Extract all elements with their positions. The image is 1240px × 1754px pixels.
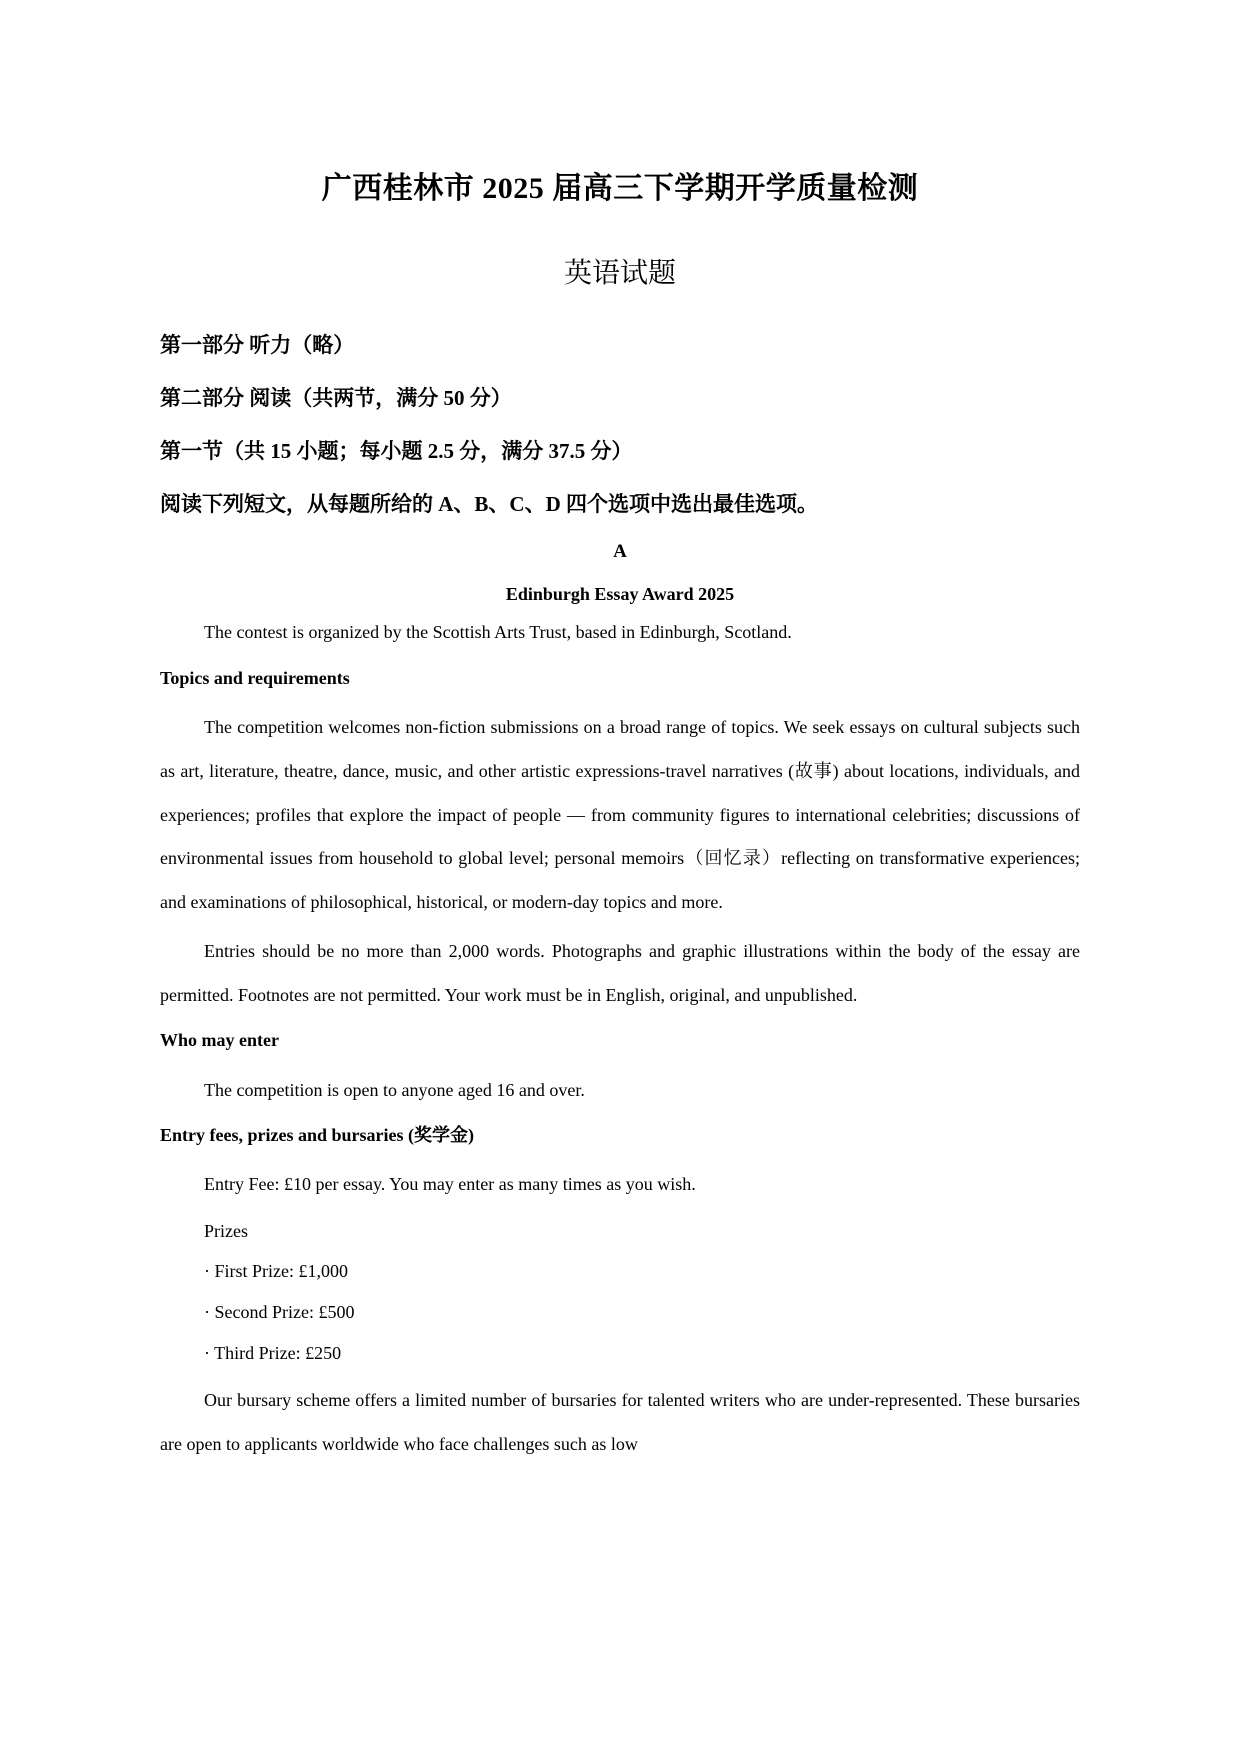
part-two-heading: 第二部分 阅读（共两节，满分 50 分） <box>160 386 512 410</box>
passage-letter: A <box>613 541 627 562</box>
section-one-heading: 第一节（共 15 小题；每小题 2.5 分，满分 37.5 分） <box>160 439 633 463</box>
prize-list-item: · Third Prize: £250 <box>204 1342 342 1363</box>
reading-instruction: 阅读下列短文，从每题所给的 A、B、C、D 四个选项中选出最佳选项。 <box>160 492 819 516</box>
prizes-label: Prizes <box>204 1220 248 1241</box>
topics-requirements-heading: Topics and requirements <box>160 667 350 688</box>
who-may-enter-paragraph: The competition is open to anyone aged 16 and over. <box>204 1079 585 1100</box>
part-one-heading: 第一部分 听力（略） <box>160 333 355 357</box>
prize-list-item: · First Prize: £1,000 <box>204 1261 348 1282</box>
prize-list-item: · Second Prize: £500 <box>204 1301 355 1322</box>
who-may-enter-heading: Who may enter <box>160 1030 279 1051</box>
passage-intro-paragraph: The contest is organized by the Scottish Arts Trust, based in Edinburgh, Scotland. <box>204 622 792 643</box>
passage-title: Edinburgh Essay Award 2025 <box>505 583 735 604</box>
entry-fees-heading: Entry fees, prizes and bursaries (奖学金) <box>160 1125 474 1146</box>
page-subtitle: 英语试题 <box>563 258 676 289</box>
bursary-paragraph: Our bursary scheme offers a limited number of bursaries for talented writers who are under-represented. These bursaries are open to applicants worldwide who face challenges such as low <box>160 1390 1080 1454</box>
entry-fee-paragraph: Entry Fee: £10 per essay. You may enter as many times as you wish. <box>204 1173 696 1194</box>
topics-paragraph: The competition welcomes non-fiction submissions on a broad range of topics. We seek essays on cultural subjects such as art, literature, theatre, dance, music, and other artistic expressions-travel narratives (故事) about locations, individuals, and experiences; profiles that explore the impact of people — from community figures to international celebrities; discussions of environmental issues from household to global level; personal memoirs（回忆录）reflecting on transformative experiences; and examinations of philosophical, historical, or modern-day topics and more. <box>160 717 1080 912</box>
entries-paragraph: Entries should be no more than 2,000 words. Photographs and graphic illustrations within the body of the essay are permitted. Footnotes are not permitted. Your work must be in English, original, and unpublished. <box>160 941 1080 1005</box>
page-title: 广西桂林市 2025 届高三下学期开学质量检测 <box>321 172 919 205</box>
